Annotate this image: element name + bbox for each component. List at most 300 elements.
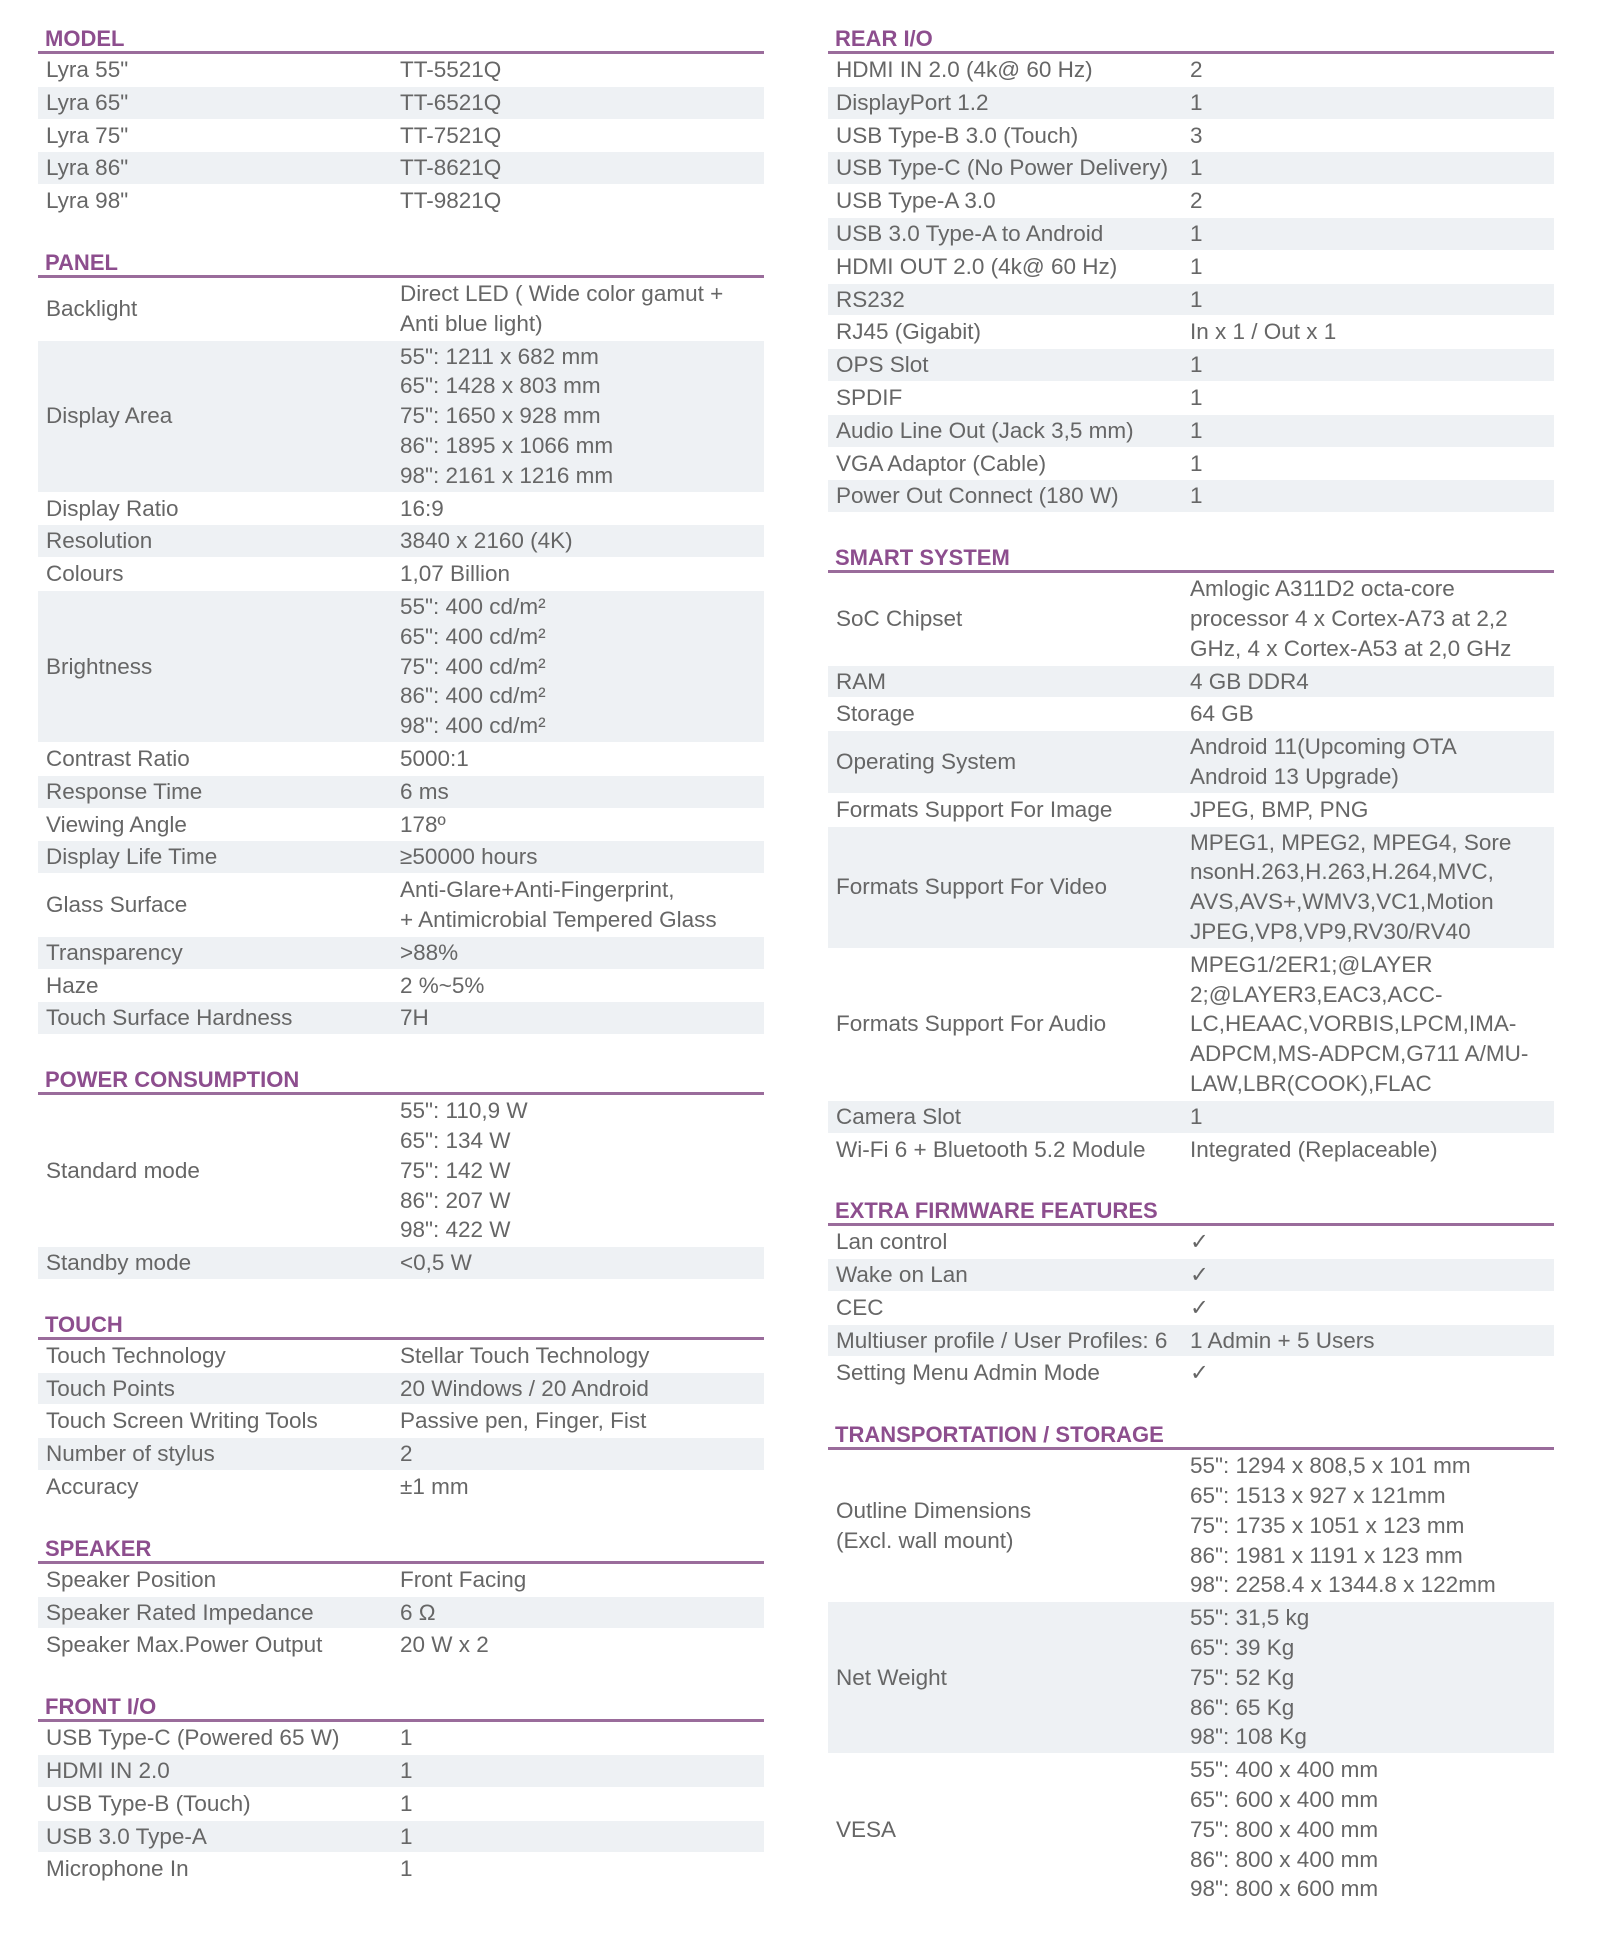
spec-value xyxy=(396,592,764,741)
spec-value-line: ✓ xyxy=(1190,1262,1209,1288)
spec-label: USB Type-C (No Power Delivery) xyxy=(836,155,1169,181)
spec-label: Wake on Lan xyxy=(836,1262,968,1288)
spec-value xyxy=(396,88,764,118)
spec-label: Touch Points xyxy=(46,1375,175,1401)
spec-row xyxy=(828,448,1554,481)
section-title: EXTRA FIRMWARE FEATURES xyxy=(828,1198,1554,1226)
spec-value-line: 2 xyxy=(1190,188,1203,214)
section-title: TRANSPORTATION / STORAGE xyxy=(828,1422,1554,1450)
spec-value-line: TT-5521Q xyxy=(400,57,502,82)
spec-value xyxy=(396,777,764,807)
spec-row xyxy=(38,341,764,493)
spec-value-line: ✓ xyxy=(1190,1229,1209,1255)
spec-value-line: 1 xyxy=(1190,89,1203,115)
spec-value-line: TT-7521Q xyxy=(400,122,502,148)
spec-value xyxy=(396,1723,764,1753)
spec-label: Colours xyxy=(46,561,124,587)
section-title: PANEL xyxy=(38,250,764,278)
spec-label: CEC xyxy=(836,1294,884,1320)
spec-value xyxy=(1186,1326,1554,1356)
spec-value-line: ✓ xyxy=(1190,1294,1209,1320)
spec-value xyxy=(396,559,764,589)
spec-value-line: nsonH.263,H.263,H.264,MVC, xyxy=(1190,859,1494,885)
spec-label: RS232 xyxy=(836,286,905,312)
spec-value-line: Anti-Glare+Anti-Fingerprint, xyxy=(400,877,675,903)
spec-label: Touch Surface Hardness xyxy=(46,1005,293,1031)
spec-value xyxy=(1186,186,1554,216)
spec-label: Display Area xyxy=(46,403,173,429)
spec-value-line: ±1 mm xyxy=(400,1474,469,1500)
spec-value-line: processor 4 x Cortex-A73 at 2,2 xyxy=(1190,605,1508,631)
spec-value-line: 1 xyxy=(1190,220,1203,246)
spec-row xyxy=(38,87,764,120)
spec-value-line: 75": 1735 x 1051 x 123 mm xyxy=(1190,1512,1465,1538)
spec-value-line: 1 xyxy=(1190,286,1203,312)
spec-label: Power Out Connect (180 W) xyxy=(836,483,1119,509)
spec-label: RAM xyxy=(836,668,886,694)
spec-row xyxy=(828,218,1554,251)
spec-label: Wi-Fi 6 + Bluetooth 5.2 Module xyxy=(836,1136,1146,1162)
spec-value xyxy=(396,810,764,840)
spec-rows xyxy=(828,1450,1554,1906)
spec-rows xyxy=(38,1722,764,1886)
spec-value xyxy=(1186,88,1554,118)
spec-value-line: <0,5 W xyxy=(400,1250,472,1276)
spec-value-line: 55": 31,5 kg xyxy=(1190,1605,1310,1631)
spec-row xyxy=(828,87,1554,120)
spec-row xyxy=(38,1247,764,1280)
spec-value xyxy=(396,1472,764,1502)
spec-label: USB Type-B 3.0 (Touch) xyxy=(836,122,1079,148)
spec-value xyxy=(1186,383,1554,413)
spec-label: USB Type-B (Touch) xyxy=(46,1790,251,1816)
spec-label: Transparency xyxy=(46,939,183,965)
spec-value xyxy=(1186,1451,1554,1600)
spec-label: Display Ratio xyxy=(46,495,179,521)
spec-value-line: 98": 400 cd/m² xyxy=(400,713,546,739)
section-model xyxy=(38,26,764,218)
spec-value-line: 98": 2258.4 x 1344.8 x 122mm xyxy=(1190,1572,1496,1598)
spec-value xyxy=(1186,1755,1554,1904)
spec-row xyxy=(828,120,1554,153)
spec-value-line: 1,07 Billion xyxy=(400,561,511,587)
spec-label: Number of stylus xyxy=(46,1441,215,1467)
spec-value xyxy=(396,526,764,556)
spec-value xyxy=(1186,1102,1554,1132)
spec-row xyxy=(828,382,1554,415)
spec-value xyxy=(1186,1260,1554,1290)
spec-rows xyxy=(828,573,1554,1166)
spec-label: Storage xyxy=(836,701,915,727)
spec-label: SoC Chipset xyxy=(836,605,963,631)
spec-row xyxy=(38,1373,764,1406)
spec-label: Outline Dimensions (Excl. wall mount) xyxy=(836,1497,1032,1553)
spec-value-line: MPEG1/2ER1;@LAYER xyxy=(1190,951,1433,977)
spec-value-line: 75": 142 W xyxy=(400,1157,511,1183)
spec-label: USB 3.0 Type-A to Android xyxy=(836,220,1104,246)
spec-value xyxy=(396,494,764,524)
spec-value-line: 1 xyxy=(1190,352,1203,378)
spec-value xyxy=(1186,317,1554,347)
spec-row xyxy=(828,1226,1554,1259)
section-rear-i-o xyxy=(828,26,1554,513)
spec-value-line: 65": 1428 x 803 mm xyxy=(400,373,601,399)
spec-label: Brightness xyxy=(46,653,153,679)
spec-row xyxy=(38,591,764,743)
spec-value xyxy=(1186,732,1554,792)
spec-value-line: 86": 65 Kg xyxy=(1190,1694,1295,1720)
spec-label: Setting Menu Admin Mode xyxy=(836,1360,1100,1386)
spec-label: Viewing Angle xyxy=(46,811,187,837)
spec-value-line: 98": 108 Kg xyxy=(1190,1724,1307,1750)
spec-value xyxy=(396,1003,764,1033)
section-title: MODEL xyxy=(38,26,764,54)
spec-value xyxy=(396,1822,764,1852)
spec-value xyxy=(1186,1603,1554,1752)
spec-value-line: >88% xyxy=(400,939,459,965)
spec-label: USB Type-C (Powered 65 W) xyxy=(46,1725,340,1751)
spec-label: USB Type-A 3.0 xyxy=(836,188,996,214)
spec-value xyxy=(396,342,764,491)
spec-value-line: 64 GB xyxy=(1190,701,1254,727)
spec-row xyxy=(828,1101,1554,1134)
spec-row xyxy=(828,794,1554,827)
spec-label: Lyra 75" xyxy=(46,122,129,148)
spec-row xyxy=(828,1259,1554,1292)
spec-label: Operating System xyxy=(836,749,1017,775)
spec-value-line: AVS,AVS+,WMV3,VC1,Motion xyxy=(1190,889,1494,915)
spec-label: Formats Support For Audio xyxy=(836,1011,1107,1037)
spec-value xyxy=(1186,1227,1554,1257)
spec-value xyxy=(1186,950,1554,1099)
spec-value xyxy=(396,279,764,339)
spec-value-line: 55": 110,9 W xyxy=(400,1098,528,1124)
spec-row xyxy=(38,743,764,776)
spec-value xyxy=(1186,55,1554,85)
spec-value-line: Passive pen, Finger, Fist xyxy=(400,1408,647,1434)
spec-value-line: Android 13 Upgrade) xyxy=(1190,763,1399,789)
spec-row xyxy=(38,1788,764,1821)
spec-label: SPDIF xyxy=(836,384,903,410)
spec-value xyxy=(1186,121,1554,151)
spec-row xyxy=(828,1292,1554,1325)
spec-value xyxy=(1186,1358,1554,1388)
spec-row xyxy=(828,185,1554,218)
spec-row xyxy=(38,1853,764,1886)
spec-row xyxy=(828,415,1554,448)
spec-row xyxy=(828,480,1554,513)
spec-value-line: 75": 52 Kg xyxy=(1190,1664,1295,1690)
right-column xyxy=(828,26,1554,1938)
spec-row xyxy=(38,1095,764,1247)
spec-value xyxy=(396,121,764,151)
spec-row xyxy=(828,1602,1554,1754)
spec-row xyxy=(828,316,1554,349)
spec-label: Backlight xyxy=(46,295,138,321)
spec-row xyxy=(828,731,1554,794)
spec-value-line: 65": 39 Kg xyxy=(1190,1635,1295,1661)
spec-value-line: 1 xyxy=(400,1823,413,1849)
spec-label: VGA Adaptor (Cable) xyxy=(836,450,1047,476)
spec-value xyxy=(1186,285,1554,315)
spec-value xyxy=(396,153,764,183)
spec-row xyxy=(38,1564,764,1597)
spec-label: Lyra 55" xyxy=(46,57,129,82)
spec-label: Lan control xyxy=(836,1229,948,1255)
spec-row xyxy=(38,776,764,809)
spec-label: Lyra 65" xyxy=(46,89,129,115)
spec-value-line: 6 Ω xyxy=(400,1599,436,1625)
spec-label: Lyra 98" xyxy=(46,188,129,214)
spec-value xyxy=(396,1439,764,1469)
spec-value-line: 1 xyxy=(1190,450,1203,476)
spec-value-line: 55": 400 cd/m² xyxy=(400,593,546,619)
spec-row xyxy=(38,54,764,87)
spec-row xyxy=(38,558,764,591)
spec-value-line: JPEG, BMP, PNG xyxy=(1190,796,1369,822)
spec-value xyxy=(396,1096,764,1245)
spec-value-line: 1 xyxy=(1190,384,1203,410)
spec-row xyxy=(828,1450,1554,1602)
section-extra-firmware-features xyxy=(828,1198,1554,1390)
spec-label: HDMI OUT 2.0 (4k@ 60 Hz) xyxy=(836,253,1118,279)
spec-label: Speaker Rated Impedance xyxy=(46,1599,314,1625)
spec-value-line: 1 xyxy=(400,1790,413,1816)
spec-label: Touch Technology xyxy=(46,1342,226,1368)
spec-row xyxy=(38,185,764,218)
spec-value-line: 7H xyxy=(400,1005,429,1031)
spec-row xyxy=(828,349,1554,382)
spec-row xyxy=(828,284,1554,317)
spec-row xyxy=(828,827,1554,949)
spec-value-line: 75": 800 x 400 mm xyxy=(1190,1816,1379,1842)
spec-value-line: 20 W x 2 xyxy=(400,1632,489,1658)
spec-value xyxy=(1186,481,1554,511)
spec-value xyxy=(396,1341,764,1371)
spec-label: Speaker Position xyxy=(46,1566,217,1592)
spec-value-line: ≥50000 hours xyxy=(400,844,538,870)
spec-row xyxy=(828,251,1554,284)
spec-label: DisplayPort 1.2 xyxy=(836,89,989,115)
spec-value-line: JPEG,VP8,VP9,RV30/RV40 xyxy=(1190,918,1471,944)
spec-row xyxy=(828,1357,1554,1390)
section-title: POWER CONSUMPTION xyxy=(38,1067,764,1095)
spec-value-line: 1 xyxy=(1190,417,1203,443)
spec-value-line: 75": 1650 x 928 mm xyxy=(400,403,601,429)
spec-row xyxy=(38,278,764,341)
spec-row xyxy=(38,841,764,874)
spec-row xyxy=(38,937,764,970)
spec-value-line: 86": 207 W xyxy=(400,1187,511,1213)
spec-value-line: 16:9 xyxy=(400,495,444,521)
section-touch xyxy=(38,1312,764,1504)
spec-value-line: Stellar Touch Technology xyxy=(400,1342,650,1368)
spec-value-line: 55": 1294 x 808,5 x 101 mm xyxy=(1190,1453,1471,1479)
spec-value xyxy=(1186,699,1554,729)
spec-row xyxy=(38,493,764,526)
spec-row xyxy=(828,1325,1554,1358)
spec-value-line: 1 Admin + 5 Users xyxy=(1190,1327,1375,1353)
spec-value-line: MPEG1, MPEG2, MPEG4, Sore xyxy=(1190,829,1512,855)
spec-label: Resolution xyxy=(46,528,153,554)
spec-label: Microphone In xyxy=(46,1856,189,1882)
spec-value xyxy=(1186,449,1554,479)
spec-value xyxy=(396,1756,764,1786)
spec-value-line: TT-9821Q xyxy=(400,188,502,214)
spec-value xyxy=(1186,416,1554,446)
spec-value-line: TT-6521Q xyxy=(400,89,502,115)
spec-value xyxy=(1186,219,1554,249)
spec-label: Audio Line Out (Jack 3,5 mm) xyxy=(836,417,1134,443)
section-transportation-storage xyxy=(828,1422,1554,1906)
spec-value-line: 98": 2161 x 1216 mm xyxy=(400,462,614,488)
spec-label: USB 3.0 Type-A xyxy=(46,1823,207,1849)
spec-label: HDMI IN 2.0 (4k@ 60 Hz) xyxy=(836,57,1093,82)
left-column xyxy=(38,26,764,1918)
spec-value-line: 4 GB DDR4 xyxy=(1190,668,1309,694)
spec-value-line: 98": 800 x 600 mm xyxy=(1190,1876,1379,1902)
spec-value-line: ADPCM,MS-ADPCM,G711 A/MU- xyxy=(1190,1041,1529,1067)
spec-value-line: 55": 1211 x 682 mm xyxy=(400,343,599,369)
spec-label: Lyra 86" xyxy=(46,155,129,181)
spec-row xyxy=(38,1405,764,1438)
spec-value-line: LC,HEAAC,VORBIS,LPCM,IMA- xyxy=(1190,1011,1517,1037)
spec-row xyxy=(828,949,1554,1101)
spec-row xyxy=(38,120,764,153)
spec-row xyxy=(38,1629,764,1662)
spec-value-line: Android 11(Upcoming OTA xyxy=(1190,734,1457,760)
spec-value xyxy=(396,1854,764,1884)
spec-label: Formats Support For Image xyxy=(836,796,1113,822)
spec-label: Standard mode xyxy=(46,1157,200,1183)
spec-value-line: Anti blue light) xyxy=(400,310,543,336)
spec-row xyxy=(38,1821,764,1854)
spec-label: Net Weight xyxy=(836,1664,947,1690)
spec-row xyxy=(38,1755,764,1788)
spec-value-line: ✓ xyxy=(1190,1360,1209,1386)
spec-label: Standby mode xyxy=(46,1250,192,1276)
spec-value-line: 1 xyxy=(400,1856,413,1882)
spec-value-line: 178º xyxy=(400,811,446,837)
spec-row xyxy=(828,666,1554,699)
section-power-consumption xyxy=(38,1067,764,1280)
spec-row xyxy=(828,1134,1554,1167)
spec-value-line: 55": 400 x 400 mm xyxy=(1190,1757,1379,1783)
spec-value xyxy=(396,1374,764,1404)
spec-value xyxy=(1186,1293,1554,1323)
spec-rows xyxy=(38,54,764,218)
section-smart-system xyxy=(828,545,1554,1166)
spec-label: Display Life Time xyxy=(46,844,218,870)
spec-value-line: 86": 800 x 400 mm xyxy=(1190,1846,1379,1872)
spec-value xyxy=(1186,1135,1554,1165)
spec-row xyxy=(38,1471,764,1504)
spec-label: Contrast Ratio xyxy=(46,745,190,771)
spec-value-line: 1 xyxy=(1190,155,1203,181)
spec-label: Multiuser profile / User Profiles: 6 xyxy=(836,1327,1168,1353)
spec-row xyxy=(38,152,764,185)
spec-value xyxy=(1186,252,1554,282)
section-title: FRONT I/O xyxy=(38,1694,764,1722)
spec-value xyxy=(396,842,764,872)
spec-value-line: GHz, 4 x Cortex-A53 at 2,0 GHz xyxy=(1190,635,1512,661)
spec-value-line: Amlogic A311D2 octa-core xyxy=(1190,576,1455,602)
spec-value-line: 86": 1981 x 1191 x 123 mm xyxy=(1190,1542,1463,1568)
spec-value-line: + Antimicrobial Tempered Glass xyxy=(400,906,717,932)
spec-label: Camera Slot xyxy=(836,1103,962,1129)
spec-label: RJ45 (Gigabit) xyxy=(836,319,982,345)
spec-rows xyxy=(38,1564,764,1662)
spec-row xyxy=(828,698,1554,731)
spec-value-line: 2 xyxy=(400,1441,413,1467)
spec-value-line: 65": 600 x 400 mm xyxy=(1190,1787,1379,1813)
spec-value xyxy=(1186,574,1554,663)
spec-row xyxy=(38,1002,764,1035)
spec-row xyxy=(828,54,1554,87)
spec-row xyxy=(38,809,764,842)
spec-value xyxy=(1186,795,1554,825)
spec-value-line: 75": 400 cd/m² xyxy=(400,653,546,679)
section-title: TOUCH xyxy=(38,1312,764,1340)
spec-value-line: Direct LED ( Wide color gamut + xyxy=(400,280,724,306)
spec-value-line: 3840 x 2160 (4K) xyxy=(400,528,573,554)
section-title: REAR I/O xyxy=(828,26,1554,54)
spec-value-line: 1 xyxy=(1190,253,1203,279)
spec-rows xyxy=(38,278,764,1035)
spec-value-line: 2 %~5% xyxy=(400,972,485,998)
spec-row xyxy=(38,525,764,558)
spec-value-line: 98": 422 W xyxy=(400,1217,511,1243)
spec-value-line: 86": 1895 x 1066 mm xyxy=(400,432,614,458)
spec-value xyxy=(1186,828,1554,947)
spec-value-line: Front Facing xyxy=(400,1566,527,1592)
spec-value-line: 5000:1 xyxy=(400,745,469,771)
spec-row xyxy=(828,573,1554,665)
spec-rows xyxy=(38,1095,764,1280)
spec-value-line: 2 xyxy=(1190,57,1203,82)
spec-row xyxy=(828,152,1554,185)
spec-label: Speaker Max.Power Output xyxy=(46,1632,323,1658)
spec-value-line: TT-8621Q xyxy=(400,155,502,181)
spec-value xyxy=(396,971,764,1001)
spec-value-line: 20 Windows / 20 Android xyxy=(400,1375,649,1401)
spec-row xyxy=(38,1722,764,1755)
spec-value xyxy=(1186,667,1554,697)
spec-value xyxy=(396,186,764,216)
section-title: SMART SYSTEM xyxy=(828,545,1554,573)
spec-value-line: 65": 134 W xyxy=(400,1127,511,1153)
spec-value-line: 6 ms xyxy=(400,778,449,804)
spec-value-line: 1 xyxy=(1190,1103,1203,1129)
spec-value xyxy=(396,938,764,968)
section-front-i-o xyxy=(38,1694,764,1886)
spec-value-line: 65": 400 cd/m² xyxy=(400,623,546,649)
spec-row xyxy=(38,970,764,1003)
spec-rows xyxy=(828,1226,1554,1390)
spec-value xyxy=(396,1630,764,1660)
spec-value-line: 86": 400 cd/m² xyxy=(400,683,546,709)
spec-rows xyxy=(38,1340,764,1504)
spec-value-line: LAW,LBR(COOK),FLAC xyxy=(1190,1070,1432,1096)
spec-value xyxy=(396,744,764,774)
section-title: SPEAKER xyxy=(38,1536,764,1564)
spec-value xyxy=(396,875,764,935)
spec-label: VESA xyxy=(836,1816,897,1842)
spec-label: Glass Surface xyxy=(46,892,188,918)
spec-value-line: 1 xyxy=(400,1758,413,1784)
spec-value xyxy=(1186,350,1554,380)
spec-label: Formats Support For Video xyxy=(836,874,1107,900)
